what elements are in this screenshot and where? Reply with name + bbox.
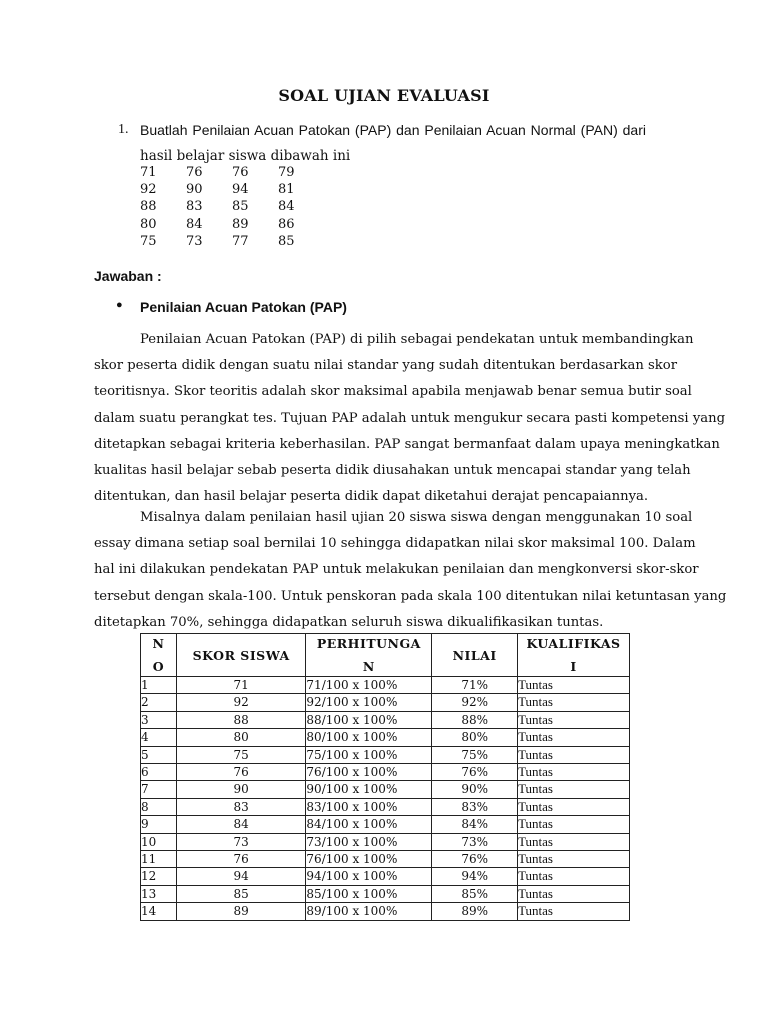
- cell-perhitungan: 71/100 x 100%: [306, 677, 432, 694]
- paragraph-pap-definition: [94, 327, 726, 510]
- header-no-top: N: [152, 636, 165, 651]
- cell-nilai: 90%: [432, 781, 518, 798]
- cell-skor: 84: [176, 816, 306, 833]
- cell-kualifikasi: Tuntas: [518, 816, 630, 833]
- score-value: 79: [278, 165, 295, 180]
- cell-skor: 88: [176, 711, 306, 728]
- cell-kualifikasi: Tuntas: [518, 729, 630, 746]
- score-value: 77: [232, 233, 249, 249]
- table-row: [141, 816, 630, 833]
- table-row: [141, 903, 630, 920]
- score-row: [140, 181, 324, 198]
- paragraph-line: hal ini dilakukan pendekatan PAP untuk melakukan penilaian dan mengkonversi skor-skor: [94, 562, 699, 578]
- paragraph-line: skor peserta didik dengan suatu nilai standar yang sudah ditentukan berdasarkan skor: [94, 358, 678, 374]
- header-nilai: NILAI: [432, 634, 518, 677]
- cell-nilai: 89%: [432, 903, 518, 920]
- cell-nilai: 71%: [432, 677, 518, 694]
- cell-perhitungan: 75/100 x 100%: [306, 746, 432, 763]
- cell-no: 8: [141, 798, 177, 815]
- table-row: [141, 677, 630, 694]
- cell-skor: 73: [176, 833, 306, 850]
- cell-perhitungan: 92/100 x 100%: [306, 694, 432, 711]
- paragraph-line: ditetapkan 70%, sehingga didapatkan seluruh siswa dikualifikasikan tuntas.: [94, 614, 604, 630]
- score-value: 94: [232, 182, 249, 198]
- header-kualifikasi: [518, 634, 630, 677]
- cell-nilai: 92%: [432, 694, 518, 711]
- cell-kualifikasi: Tuntas: [518, 711, 630, 728]
- question-text-line-1: Buatlah Penilaian Acuan Patokan (PAP) dan Penilaian Acuan Normal (PAN) dari: [140, 122, 646, 138]
- score-value: 76: [232, 165, 249, 180]
- bullet-icon: ●: [116, 299, 123, 311]
- header-kualifikasi-top: KUALIFIKAS: [526, 636, 621, 651]
- score-row: [140, 216, 324, 233]
- paragraph-line: teoritisnya. Skor teoritis adalah skor maksimal apabila menjawab benar semua butir soal: [94, 384, 692, 400]
- cell-nilai: 84%: [432, 816, 518, 833]
- paragraph-line: tersebut dengan skala-100. Untuk penskoran pada skala 100 ditentukan nilai ketuntasan yang: [94, 588, 727, 604]
- cell-skor: 75: [176, 746, 306, 763]
- cell-skor: 80: [176, 729, 306, 746]
- header-no: [141, 634, 177, 677]
- cell-skor: 90: [176, 781, 306, 798]
- table-row: [141, 781, 630, 798]
- score-row: [140, 233, 324, 250]
- cell-perhitungan: 80/100 x 100%: [306, 729, 432, 746]
- cell-no: 9: [141, 816, 177, 833]
- score-value: 84: [186, 216, 203, 232]
- cell-kualifikasi: Tuntas: [518, 903, 630, 920]
- cell-perhitungan: 94/100 x 100%: [306, 868, 432, 885]
- paragraph-line: ditentukan, dan hasil belajar peserta didik dapat diketahui derajat pencapaiannya.: [94, 489, 649, 505]
- cell-kualifikasi: Tuntas: [518, 885, 630, 902]
- score-value: 73: [186, 233, 203, 249]
- cell-no: 14: [141, 903, 177, 920]
- paragraph-line: dalam suatu perangkat tes. Tujuan PAP adalah untuk mengukur secara pasti kompetensi yang: [94, 410, 726, 426]
- answer-label: Jawaban :: [94, 268, 162, 284]
- cell-no: 11: [141, 851, 177, 868]
- cell-kualifikasi: Tuntas: [518, 764, 630, 781]
- cell-perhitungan: 90/100 x 100%: [306, 781, 432, 798]
- header-perhitungan-bottom: N: [362, 659, 375, 674]
- cell-kualifikasi: Tuntas: [518, 798, 630, 815]
- table-row: [141, 729, 630, 746]
- cell-nilai: 80%: [432, 729, 518, 746]
- score-value: 80: [140, 216, 157, 232]
- cell-no: 12: [141, 868, 177, 885]
- cell-perhitungan: 73/100 x 100%: [306, 833, 432, 850]
- cell-perhitungan: 76/100 x 100%: [306, 764, 432, 781]
- table-row: [141, 868, 630, 885]
- paragraph-pap-example: [94, 505, 727, 636]
- score-value: 88: [140, 199, 157, 215]
- question-text-line-2: hasil belajar siswa dibawah ini: [140, 148, 351, 164]
- score-value: 76: [186, 165, 203, 180]
- table-row: [141, 798, 630, 815]
- header-skor-siswa: SKOR SISWA: [176, 634, 306, 677]
- cell-no: 10: [141, 833, 177, 850]
- cell-skor: 71: [176, 677, 306, 694]
- cell-no: 13: [141, 885, 177, 902]
- question-number: 1.: [118, 122, 129, 137]
- score-list: [140, 164, 324, 250]
- paragraph-line: kualitas hasil belajar sebab peserta didik diusahakan untuk mencapai standar yang telah: [94, 463, 691, 479]
- header-no-bottom: O: [152, 659, 165, 674]
- paragraph-line: Misalnya dalam penilaian hasil ujian 20 siswa siswa dengan menggunakan 10 soal: [140, 510, 693, 525]
- section-heading: Penilaian Acuan Patokan (PAP): [140, 299, 347, 315]
- cell-nilai: 94%: [432, 868, 518, 885]
- cell-skor: 89: [176, 903, 306, 920]
- cell-perhitungan: 88/100 x 100%: [306, 711, 432, 728]
- score-value: 71: [140, 165, 157, 180]
- cell-skor: 92: [176, 694, 306, 711]
- cell-no: 5: [141, 746, 177, 763]
- score-value: 86: [278, 216, 295, 232]
- cell-skor: 94: [176, 868, 306, 885]
- paragraph-line: ditetapkan sebagai kriteria keberhasilan. PAP sangat bermanfaat dalam upaya meningkatkan: [94, 436, 720, 452]
- score-value: 92: [140, 182, 157, 198]
- paragraph-line: essay dimana setiap soal bernilai 10 sehingga didapatkan nilai skor maksimal 100. Dalam: [94, 536, 696, 552]
- table-row: [141, 694, 630, 711]
- cell-perhitungan: 85/100 x 100%: [306, 885, 432, 902]
- cell-skor: 83: [176, 798, 306, 815]
- cell-perhitungan: 76/100 x 100%: [306, 851, 432, 868]
- cell-no: 3: [141, 711, 177, 728]
- paragraph-line: Penilaian Acuan Patokan (PAP) di pilih sebagai pendekatan untuk membandingkan: [140, 332, 694, 347]
- pap-results-table: [140, 633, 630, 921]
- table-row: [141, 711, 630, 728]
- cell-perhitungan: 89/100 x 100%: [306, 903, 432, 920]
- score-value: 85: [232, 199, 249, 215]
- cell-nilai: 88%: [432, 711, 518, 728]
- cell-nilai: 75%: [432, 746, 518, 763]
- score-row: [140, 164, 324, 181]
- cell-no: 6: [141, 764, 177, 781]
- cell-nilai: 73%: [432, 833, 518, 850]
- score-value: 84: [278, 199, 295, 215]
- score-value: 75: [140, 233, 157, 249]
- table-row: [141, 885, 630, 902]
- cell-kualifikasi: Tuntas: [518, 851, 630, 868]
- header-kualifikasi-bottom: I: [570, 659, 577, 674]
- table-row: [141, 764, 630, 781]
- cell-nilai: 85%: [432, 885, 518, 902]
- cell-kualifikasi: Tuntas: [518, 781, 630, 798]
- cell-no: 7: [141, 781, 177, 798]
- header-perhitungan-top: PERHITUNGA: [316, 636, 421, 651]
- table-header-row: [141, 634, 630, 677]
- cell-nilai: 76%: [432, 851, 518, 868]
- cell-kualifikasi: Tuntas: [518, 677, 630, 694]
- cell-no: 2: [141, 694, 177, 711]
- cell-kualifikasi: Tuntas: [518, 868, 630, 885]
- cell-kualifikasi: Tuntas: [518, 746, 630, 763]
- header-perhitungan: [306, 634, 432, 677]
- score-value: 90: [186, 182, 203, 198]
- cell-nilai: 76%: [432, 764, 518, 781]
- table-row: [141, 851, 630, 868]
- cell-kualifikasi: Tuntas: [518, 833, 630, 850]
- page-title: SOAL UJIAN EVALUASI: [278, 86, 490, 105]
- table-row: [141, 833, 630, 850]
- cell-no: 4: [141, 729, 177, 746]
- score-value: 89: [232, 216, 249, 232]
- cell-nilai: 83%: [432, 798, 518, 815]
- cell-kualifikasi: Tuntas: [518, 694, 630, 711]
- cell-perhitungan: 83/100 x 100%: [306, 798, 432, 815]
- score-value: 81: [278, 182, 295, 198]
- cell-skor: 76: [176, 764, 306, 781]
- cell-no: 1: [141, 677, 177, 694]
- score-value: 83: [186, 199, 203, 215]
- table-row: [141, 746, 630, 763]
- cell-skor: 76: [176, 851, 306, 868]
- score-value: 85: [278, 233, 295, 249]
- score-row: [140, 198, 324, 215]
- cell-perhitungan: 84/100 x 100%: [306, 816, 432, 833]
- cell-skor: 85: [176, 885, 306, 902]
